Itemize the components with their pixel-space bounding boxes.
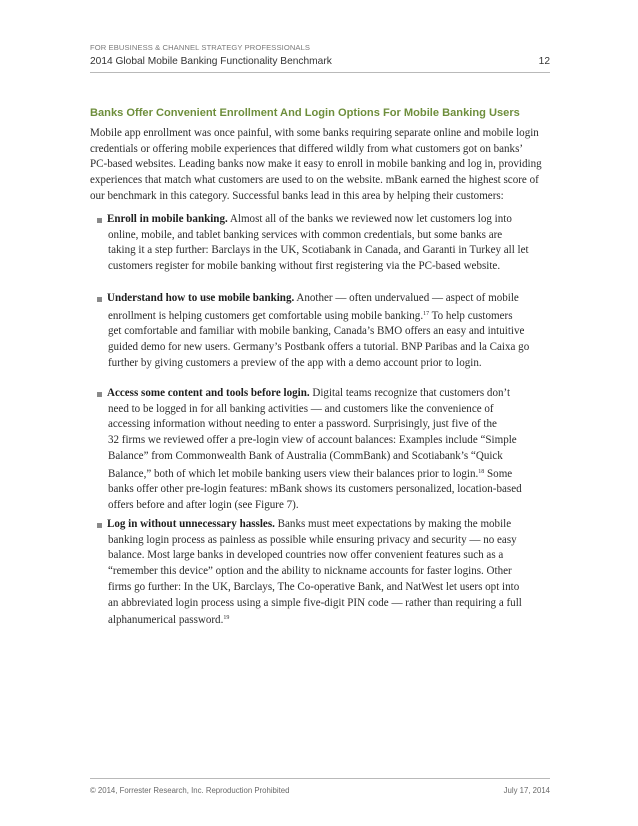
footer-divider (90, 778, 550, 779)
bullet-lead: Enroll in mobile banking. (107, 213, 228, 225)
bullet-line: Almost all of the banks we reviewed now let customers log into (227, 213, 512, 225)
intro-line: our benchmark in this category. Successful banks lead in this area by helping their customers: (90, 189, 504, 202)
bullet-lead: Understand how to use mobile banking. (107, 292, 295, 304)
bullet-line: firms go further: In the UK, Barclays, The Co-operative Bank, and NatWest let users opt into (108, 580, 520, 593)
header-divider (90, 72, 550, 73)
intro-line: credentials or offering mobile experiences that differed wildly from what customers got on banks’ (90, 142, 524, 155)
bullet-text (107, 517, 557, 629)
section-title: Banks Offer Convenient Enrollment And Login Options For Mobile Banking Users (90, 107, 520, 119)
bullet-line: guided demo for new users. Germany’s Postbank offers a tutorial. BNP Paribas and la Caixa go (108, 341, 530, 354)
square-bullet-icon (97, 392, 102, 397)
page-footer (90, 786, 550, 795)
bullet-line: “remember this device” option and the ability to nickname accounts for faster logins. Other (108, 565, 512, 578)
bullet-line: alphanumerical password. (108, 614, 224, 627)
report-title: 2014 Global Mobile Banking Functionality Benchmark (90, 56, 332, 67)
bullet-line: Another — often undervalued — aspect of mobile (294, 292, 519, 304)
bullet-line: enrollment is helping customers get comfortable using mobile banking. (108, 309, 424, 322)
bullet-line: get comfortable and familiar with mobile banking, Canada’s BMO offers an easy and intuitive (108, 325, 525, 338)
page-header (90, 43, 550, 67)
bullet-lead: Access some content and tools before login. (107, 387, 310, 399)
bullet-text (107, 291, 557, 372)
header-row (90, 56, 550, 67)
bullet-line: To help customers (429, 309, 513, 322)
intro-line: Mobile app enrollment was once painful, with some banks requiring separate online and mobile login (90, 127, 539, 139)
header-kicker: FOR EBUSINESS & CHANNEL STRATEGY PROFESSIONALS (90, 43, 311, 52)
bullet-text (107, 386, 557, 514)
bullet-line: Some (484, 467, 513, 480)
bullet-line: banks offer other pre-login features: mBank shows its customers personalized, location-based (108, 483, 522, 496)
endnote-ref: 18 (478, 468, 485, 475)
intro-line: PC-based websites. Leading banks now make it easy to enroll in mobile banking and log in, providing (90, 158, 542, 171)
bullet-line: need to be logged in for all banking activities — and customers like the convenience of (108, 402, 494, 415)
bullet-line: offers before and after login (see Figure 7). (108, 498, 299, 511)
bullet-line: balance. Most large banks in developed countries now offer convenient features such as a (108, 549, 504, 562)
publication-date: July 17, 2014 (503, 786, 550, 795)
bullet-line: 32 firms we reviewed offer a pre-login view of account balances: Examples include “Simple (108, 434, 517, 447)
square-bullet-icon (97, 523, 102, 528)
bullet-line: Digital teams recognize that customers don’t (309, 387, 511, 399)
bullet-line: online, mobile, and tablet banking services with common credentials, but some banks are (108, 228, 503, 241)
square-bullet-icon (97, 218, 102, 223)
endnote-ref: 19 (223, 615, 230, 622)
endnote-ref: 17 (423, 310, 430, 317)
intro-line: experiences that match what customers are used to on the website. mBank earned the highest score of (90, 174, 539, 187)
bullet-line: an abbreviated login process using a simple five-digit PIN code — rather than requiring a full (108, 596, 522, 609)
bullet-line: customers register for mobile banking without first registering via the PC-based website. (108, 260, 501, 273)
bullet-text (107, 212, 557, 275)
bullet-line: banking login process as painless as possible while ensuring privacy and security — no easy (108, 533, 517, 546)
bullet-lead: Log in without unnecessary hassles. (107, 518, 275, 530)
copyright-notice: © 2014, Forrester Research, Inc. Reproduction Prohibited (90, 786, 290, 795)
bullet-line: Banks must meet expectations by making the mobile (274, 518, 512, 530)
bullet-line: Balance,” both of which let mobile banking users view their balances prior to login. (108, 467, 479, 480)
page-number: 12 (538, 56, 550, 67)
bullet-line: Balance” from Commonwealth Bank of Australia (CommBank) and Scotiabank’s “Quick (108, 449, 503, 462)
bullet-line: taking it a step further: Barclays in the UK, Scotiabank in Canada, and Garanti in Turkey all let (108, 244, 529, 257)
square-bullet-icon (97, 297, 102, 302)
bullet-line: further by giving customers a preview of the app with a demo account prior to login. (108, 356, 482, 369)
bullet-line: accessing information without needing to enter a password. Surprisingly, just five of the (108, 418, 497, 431)
intro-paragraph (90, 126, 554, 205)
